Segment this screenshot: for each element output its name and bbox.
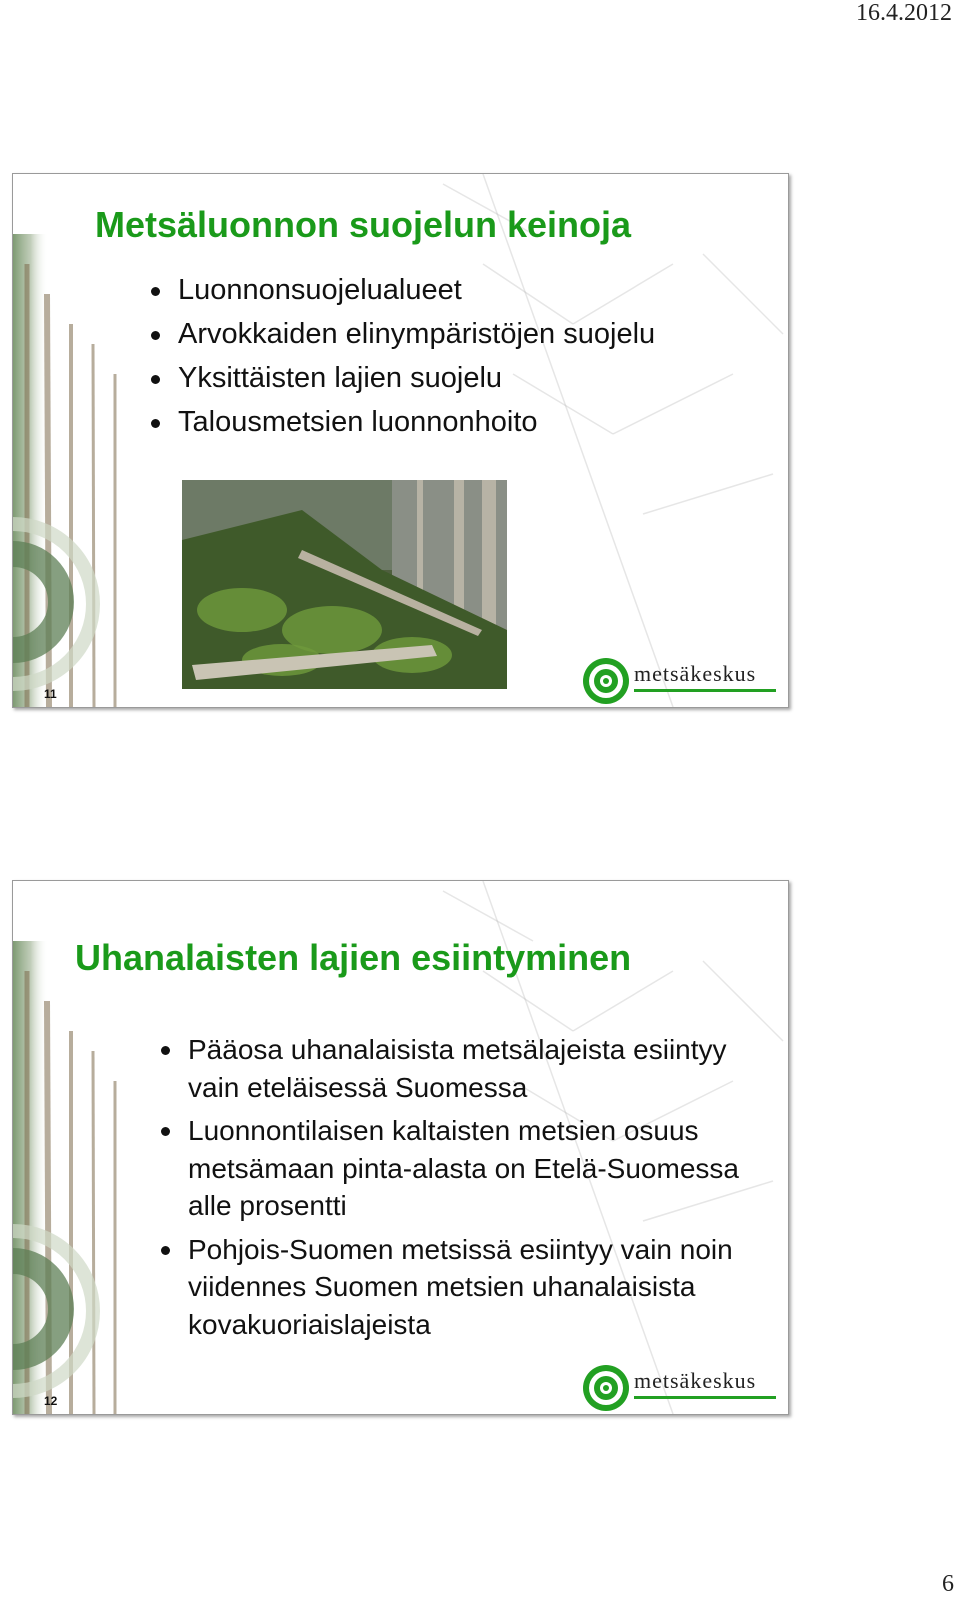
page-date: 16.4.2012	[856, 0, 952, 26]
slide-number: 11	[44, 687, 57, 701]
bullet-item: Pohjois-Suomen metsissä esiintyy vain noin viidennes Suomen metsien uhanalaisista kovakuoriaislajeista	[161, 1231, 761, 1344]
metsakeskus-logo	[582, 1364, 782, 1410]
target-rings-icon	[582, 657, 630, 705]
slide-11	[12, 173, 789, 708]
target-rings-icon	[582, 1364, 630, 1412]
slide-12	[12, 880, 789, 1415]
logo-text: metsäkeskus	[634, 661, 757, 686]
bullet-item: Pääosa uhanalaisista metsälajeista esiintyy vain eteläisessä Suomessa	[161, 1031, 761, 1106]
logo-underline	[634, 1396, 776, 1399]
forest-photo	[182, 480, 507, 689]
slide-title: Uhanalaisten lajien esiintyminen	[75, 937, 632, 978]
slide-title: Metsäluonnon suojelun keinoja	[95, 204, 632, 245]
bullet-list	[151, 268, 655, 444]
slide-number: 12	[44, 1394, 58, 1408]
bullet-list	[161, 1031, 761, 1349]
bullet-item: Arvokkaiden elinympäristöjen suojelu	[151, 312, 655, 356]
page-number: 6	[942, 1571, 954, 1597]
bullet-item: Yksittäisten lajien suojelu	[151, 356, 655, 400]
logo-underline	[634, 689, 776, 692]
bullet-item: Luonnonsuojelualueet	[151, 268, 655, 312]
logo-text: metsäkeskus	[634, 1368, 757, 1393]
metsakeskus-logo	[582, 657, 782, 703]
bullet-item: Talousmetsien luonnonhoito	[151, 400, 655, 444]
bullet-item: Luonnontilaisen kaltaisten metsien osuus metsämaan pinta-alasta on Etelä-Suomessa alle prosentti	[161, 1112, 761, 1225]
